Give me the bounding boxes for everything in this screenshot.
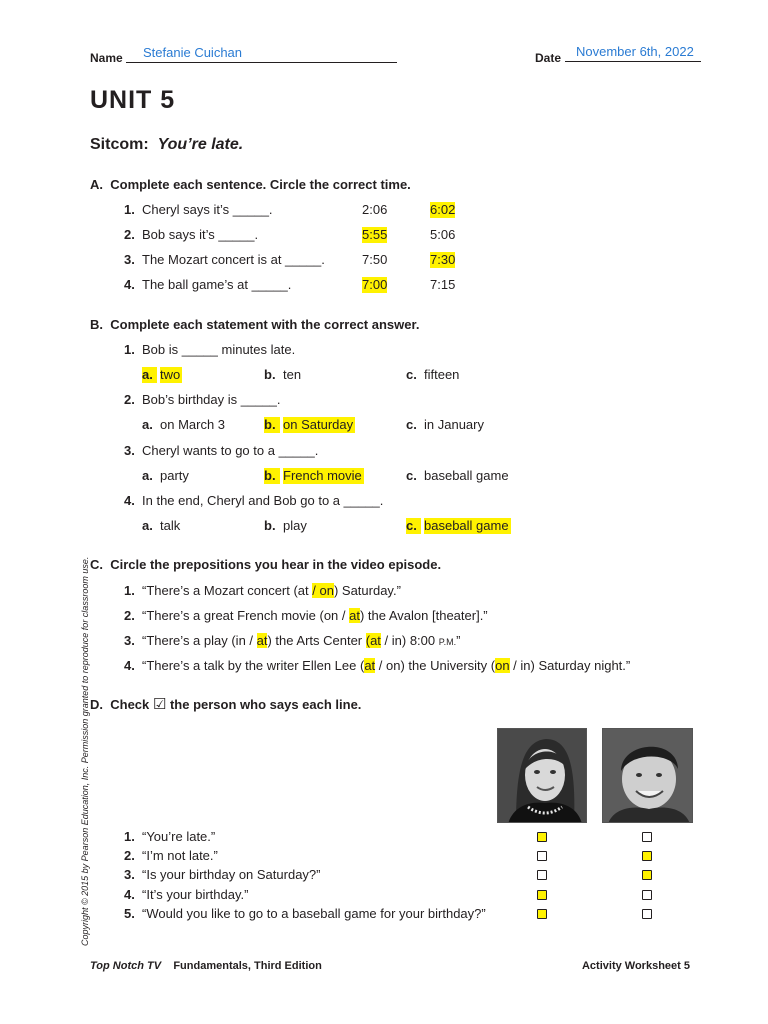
answer-choice[interactable]: two xyxy=(160,367,181,382)
time-option[interactable]: 7:15 xyxy=(430,277,456,292)
item-text: Bob says it’s _____. xyxy=(142,227,259,242)
name-label: Name xyxy=(90,51,123,65)
item-number: 1. xyxy=(124,829,135,844)
quote-line xyxy=(142,608,488,624)
footer-series: Top Notch TV xyxy=(90,960,162,972)
section-d-instruction-post: the person who says each line. xyxy=(169,697,362,712)
item-number: 4. xyxy=(124,658,135,673)
answer-choice[interactable]: talk xyxy=(160,518,181,533)
preposition-highlight[interactable]: / on xyxy=(312,583,334,598)
section-c-heading xyxy=(90,557,441,573)
quote-segment: “There’s a talk by the writer Ellen Lee ( xyxy=(142,658,365,673)
checkbox-bob[interactable] xyxy=(642,832,652,842)
answer-choice[interactable]: baseball game xyxy=(424,468,509,483)
section-a-instruction: Complete each sentence. Circle the correct time. xyxy=(110,177,411,192)
answer-choice[interactable]: French movie xyxy=(283,468,362,483)
checkbox-bob[interactable] xyxy=(642,851,652,861)
preposition-highlight[interactable]: on xyxy=(495,658,510,673)
time-option[interactable]: 7:00 xyxy=(362,277,388,292)
section-c-instruction: Circle the prepositions you hear in the video episode. xyxy=(110,557,442,572)
section-d-letter: D. xyxy=(90,697,103,712)
item-number: 1. xyxy=(124,202,135,217)
item-text: “It’s your birthday.” xyxy=(142,887,249,902)
checkbox-cheryl[interactable] xyxy=(537,870,547,880)
item-number: 4. xyxy=(124,493,135,508)
checkbox-bob[interactable] xyxy=(642,909,652,919)
item-number: 3. xyxy=(124,633,135,648)
answer-choice[interactable]: play xyxy=(283,518,307,533)
answer-choice[interactable]: on March 3 xyxy=(160,417,226,432)
item-number: 1. xyxy=(124,583,135,598)
item-number: 1. xyxy=(124,342,135,357)
answer-choice[interactable]: baseball game xyxy=(424,518,509,533)
answer-letter: c. xyxy=(406,367,417,382)
item-number: 4. xyxy=(124,887,135,902)
section-a-heading xyxy=(90,177,411,193)
item-text: “I’m not late.” xyxy=(142,848,218,863)
name-field[interactable] xyxy=(126,44,397,63)
answer-letter: b. xyxy=(264,468,280,484)
item-text: “Would you like to go to a baseball game for your birthday?” xyxy=(142,906,486,921)
date-field[interactable] xyxy=(565,43,701,62)
checkbox-cheryl[interactable] xyxy=(537,890,547,900)
answer-letter: a. xyxy=(142,417,153,432)
answer-choice[interactable]: ten xyxy=(283,367,302,382)
item-number: 2. xyxy=(124,608,135,623)
quote-segment: “There’s a Mozart concert (at xyxy=(142,583,313,598)
footer-worksheet: Activity Worksheet 5 xyxy=(581,960,690,972)
quote-segment: “There’s a play (in / xyxy=(142,633,257,648)
woman-portrait-icon xyxy=(498,729,587,823)
section-b-letter: B. xyxy=(90,317,103,332)
item-text: Cheryl wants to go to a _____. xyxy=(142,443,319,458)
checkbox-bob[interactable] xyxy=(642,870,652,880)
preposition-highlight[interactable]: (at xyxy=(365,633,381,648)
name-value: Stefanie Cuichan xyxy=(143,45,243,60)
preposition-highlight[interactable]: at xyxy=(364,658,376,673)
answer-choice[interactable]: in January xyxy=(424,417,484,432)
time-option[interactable]: 7:30 xyxy=(430,252,456,267)
sitcom-title: You’re late. xyxy=(157,136,244,153)
preposition-highlight[interactable]: at xyxy=(256,633,268,648)
checkmark-icon: ☑ xyxy=(152,695,167,713)
quote-segment: ) the Arts Center xyxy=(267,633,366,648)
answer-letter: a. xyxy=(142,367,157,383)
item-text: In the end, Cheryl and Bob go to a _____. xyxy=(142,493,384,508)
section-c-letter: C. xyxy=(90,557,103,572)
answer-letter: a. xyxy=(142,468,153,483)
sitcom-label: Sitcom: xyxy=(90,136,149,153)
footer-left xyxy=(90,960,322,972)
answer-choice[interactable]: on Saturday xyxy=(283,417,354,432)
cheryl-photo xyxy=(497,728,587,823)
item-text: “You’re late.” xyxy=(142,829,216,844)
section-a-letter: A. xyxy=(90,177,103,192)
section-b-instruction: Complete each statement with the correct answer. xyxy=(110,317,420,332)
item-text: Bob is _____ minutes late. xyxy=(142,342,296,357)
item-text: “Is your birthday on Saturday?” xyxy=(142,867,321,882)
answer-letter: b. xyxy=(264,417,280,433)
quote-segment: ) Saturday.” xyxy=(333,583,401,598)
man-portrait-icon xyxy=(603,729,693,823)
checkbox-bob[interactable] xyxy=(642,890,652,900)
answer-choice[interactable]: fifteen xyxy=(424,367,460,382)
quote-segment: ” xyxy=(456,633,461,648)
date-value: November 6th, 2022 xyxy=(576,44,694,59)
time-option[interactable]: 5:06 xyxy=(430,227,456,242)
quote-segment: P.M. xyxy=(438,637,457,647)
item-text: The ball game’s at _____. xyxy=(142,277,292,292)
footer-edition: Fundamentals, Third Edition xyxy=(173,960,322,972)
answer-letter: b. xyxy=(264,367,276,382)
time-option[interactable]: 6:02 xyxy=(430,202,456,217)
section-b-heading xyxy=(90,317,419,333)
answer-letter: c. xyxy=(406,468,417,483)
item-number: 3. xyxy=(124,867,135,882)
answer-choice[interactable]: party xyxy=(160,468,189,483)
time-option[interactable]: 7:50 xyxy=(362,252,388,267)
quote-segment: / in) 8:00 xyxy=(380,633,439,648)
answer-letter: a. xyxy=(142,518,153,533)
quote-segment: / in) Saturday night.” xyxy=(509,658,631,673)
answer-letter: c. xyxy=(406,518,421,534)
item-number: 2. xyxy=(124,227,135,242)
quote-line xyxy=(142,633,460,650)
quote-segment: / on) the University ( xyxy=(375,658,496,673)
item-text: The Mozart concert is at _____. xyxy=(142,252,325,267)
time-option[interactable]: 5:55 xyxy=(362,227,388,242)
time-option[interactable]: 2:06 xyxy=(362,202,388,217)
item-text: Cheryl says it’s _____. xyxy=(142,202,273,217)
checkbox-cheryl[interactable] xyxy=(537,832,547,842)
item-number: 5. xyxy=(124,906,135,921)
item-text: Bob’s birthday is _____. xyxy=(142,392,281,407)
date-label: Date xyxy=(535,51,562,65)
quote-line xyxy=(142,583,401,599)
item-number: 2. xyxy=(124,392,135,407)
item-number: 2. xyxy=(124,848,135,863)
copyright-note: Copyright © 2015 by Pearson Education, Inc. Permission granted to reproduce for classroom use. xyxy=(80,556,90,946)
item-number: 4. xyxy=(124,277,135,292)
section-d-instruction-pre: Check xyxy=(110,697,150,712)
bob-photo xyxy=(602,728,693,823)
quote-line xyxy=(142,658,630,674)
section-d-heading xyxy=(90,696,361,713)
item-number: 3. xyxy=(124,443,135,458)
quote-segment: “There’s a great French movie (on / xyxy=(142,608,350,623)
sitcom-heading xyxy=(90,135,243,155)
checkbox-cheryl[interactable] xyxy=(537,909,547,919)
quote-segment: ) the Avalon [theater].” xyxy=(359,608,488,623)
preposition-highlight[interactable]: at xyxy=(349,608,360,623)
answer-letter: b. xyxy=(264,518,276,533)
item-number: 3. xyxy=(124,252,135,267)
unit-title: UNIT 5 xyxy=(90,86,176,114)
checkbox-cheryl[interactable] xyxy=(537,851,547,861)
answer-letter: c. xyxy=(406,417,417,432)
